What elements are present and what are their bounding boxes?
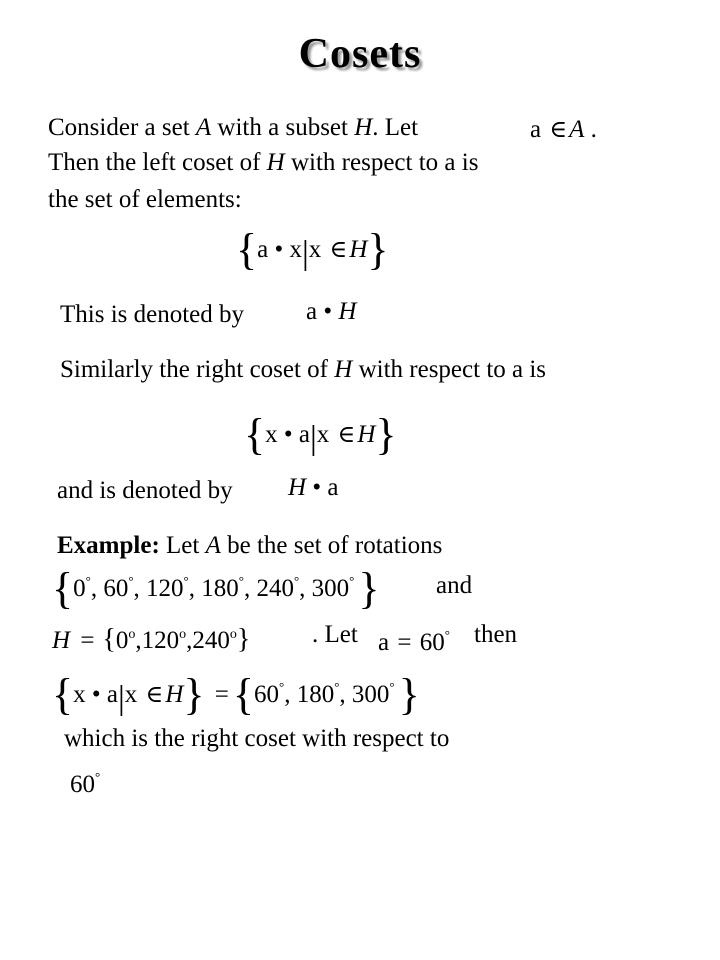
variable-x: x	[124, 681, 138, 708]
and-word: and	[436, 572, 473, 599]
set-a-label: A	[195, 114, 212, 141]
result-value: 180	[296, 681, 335, 708]
example-text-suffix: be the set of rotations	[220, 532, 443, 559]
element-a: a	[306, 298, 318, 325]
close-brace: }	[183, 670, 205, 719]
denoted-left-line	[60, 300, 244, 330]
open-brace: {	[52, 564, 74, 613]
open-brace: {	[102, 624, 116, 655]
denoted-left-text: This is denoted by	[60, 301, 245, 328]
result-value: 300	[351, 681, 390, 708]
variable-x: x	[308, 236, 322, 263]
set-h-label: H	[334, 356, 353, 383]
degree-symbol: °	[95, 769, 101, 784]
right-coset-text: Similarly the right coset of	[60, 356, 335, 383]
rotation-value: 240	[256, 575, 294, 602]
equals-sign: =	[397, 629, 412, 656]
degree-symbol: °	[85, 573, 91, 588]
set-h-math: H	[52, 627, 71, 654]
intro-text-3: . Let	[372, 114, 419, 141]
right-coset-expression: x • a	[265, 421, 310, 448]
set-h-math: H	[288, 474, 307, 501]
degree-symbol: o	[128, 627, 136, 642]
close-brace: }	[236, 624, 251, 655]
intro-line-2	[48, 148, 478, 178]
open-brace: {	[52, 670, 74, 719]
set-h-math: H	[165, 681, 184, 708]
subgroup-value: 240	[192, 627, 230, 654]
right-coset-line	[60, 355, 546, 385]
degree-symbol: o	[229, 627, 237, 642]
such-that-bar: |	[117, 680, 125, 717]
degree-symbol: °	[238, 573, 244, 588]
element-assignment	[378, 620, 450, 658]
degree-symbol: °	[128, 573, 134, 588]
subgroup-definition: $H = \{0^o,120^o,240^o\}$	[52, 624, 251, 655]
period-mark: .	[590, 116, 597, 143]
right-coset-set	[244, 410, 397, 459]
left-coset-set	[236, 225, 389, 274]
set-h-label: H	[266, 149, 285, 176]
left-coset-expression: a • x	[257, 236, 302, 263]
left-coset-text: Then the left coset of	[48, 149, 267, 176]
element-of-symbol: ∈	[337, 422, 356, 448]
let-word: . Let	[312, 621, 358, 648]
final-value	[70, 762, 100, 800]
example-line	[57, 531, 442, 561]
right-coset-notation	[288, 473, 338, 503]
denoted-right-text: and is denoted by	[57, 477, 233, 504]
element-of-symbol: ∈	[549, 117, 568, 143]
open-brace: {	[244, 410, 266, 459]
example-text-prefix: Let	[159, 532, 206, 559]
result-equation: {x • a|x ∈H} ={60°, 180°, 300°}	[52, 670, 420, 719]
operation-dot: •	[323, 298, 333, 325]
then-word: then	[474, 621, 518, 648]
membership-formula	[530, 115, 597, 145]
element-of-symbol: ∈	[145, 682, 164, 708]
result-expression: x • a	[73, 681, 118, 708]
rotation-value: 0	[73, 575, 86, 602]
final-rotation-value: 60	[70, 771, 95, 798]
element-a: a	[378, 629, 390, 656]
rotation-value: 300	[311, 575, 350, 602]
rotation-value: 180	[201, 575, 239, 602]
degree-symbol: °	[389, 679, 395, 694]
close-brace: }	[367, 225, 389, 274]
set-a-math: A	[569, 116, 585, 143]
degree-symbol: °	[334, 679, 340, 694]
degree-symbol: °	[278, 679, 285, 694]
operation-dot: •	[312, 474, 322, 501]
open-brace: {	[232, 670, 254, 719]
set-h-math: H	[338, 298, 357, 325]
degree-symbol: °	[444, 627, 450, 642]
element-a: a	[327, 474, 339, 501]
element-of-symbol: ∈	[329, 237, 348, 263]
degree-symbol: °	[349, 573, 355, 588]
such-that-bar: |	[309, 420, 317, 457]
conclusion-text: which is the right coset with respect to	[64, 725, 450, 752]
page-title: Cosets	[298, 31, 422, 77]
rotation-value: 120	[146, 575, 184, 602]
intro-text-2: with a subset	[211, 114, 355, 141]
set-h-math: H	[357, 421, 376, 448]
subgroup-value: 0	[115, 627, 129, 654]
equals-sign: =	[214, 681, 229, 708]
rotations-set: {0°, 60°, 120°, 180°, 240°, 300°}	[52, 564, 380, 613]
open-brace: {	[236, 225, 258, 274]
subgroup-value: 120	[141, 627, 180, 654]
degree-symbol: °	[293, 573, 300, 588]
set-a-label: A	[205, 532, 221, 559]
intro-line-3: the set of elements:	[48, 186, 242, 213]
degree-symbol: o	[179, 627, 187, 642]
close-brace: }	[358, 564, 380, 613]
such-that-bar: |	[301, 235, 309, 272]
set-h-math: H	[349, 236, 368, 263]
left-coset-notation	[306, 297, 356, 327]
result-value: 60	[253, 681, 279, 708]
intro-text-1: Consider a set	[48, 114, 196, 141]
example-label: Example:	[57, 532, 160, 559]
equals-sign: =	[80, 627, 95, 654]
degree-symbol: °	[183, 573, 189, 588]
close-brace: }	[375, 410, 397, 459]
rotation-value: 60	[103, 575, 129, 602]
variable-x: x	[316, 421, 330, 448]
element-a: a	[530, 116, 542, 143]
intro-line-1	[48, 113, 418, 143]
set-h-label: H	[354, 114, 373, 141]
close-brace: }	[398, 670, 420, 719]
denoted-right-line	[57, 476, 233, 506]
assigned-value: 60	[419, 629, 445, 656]
right-coset-suffix: with respect to a is	[352, 356, 547, 383]
left-coset-suffix: with respect to a is	[284, 149, 479, 176]
